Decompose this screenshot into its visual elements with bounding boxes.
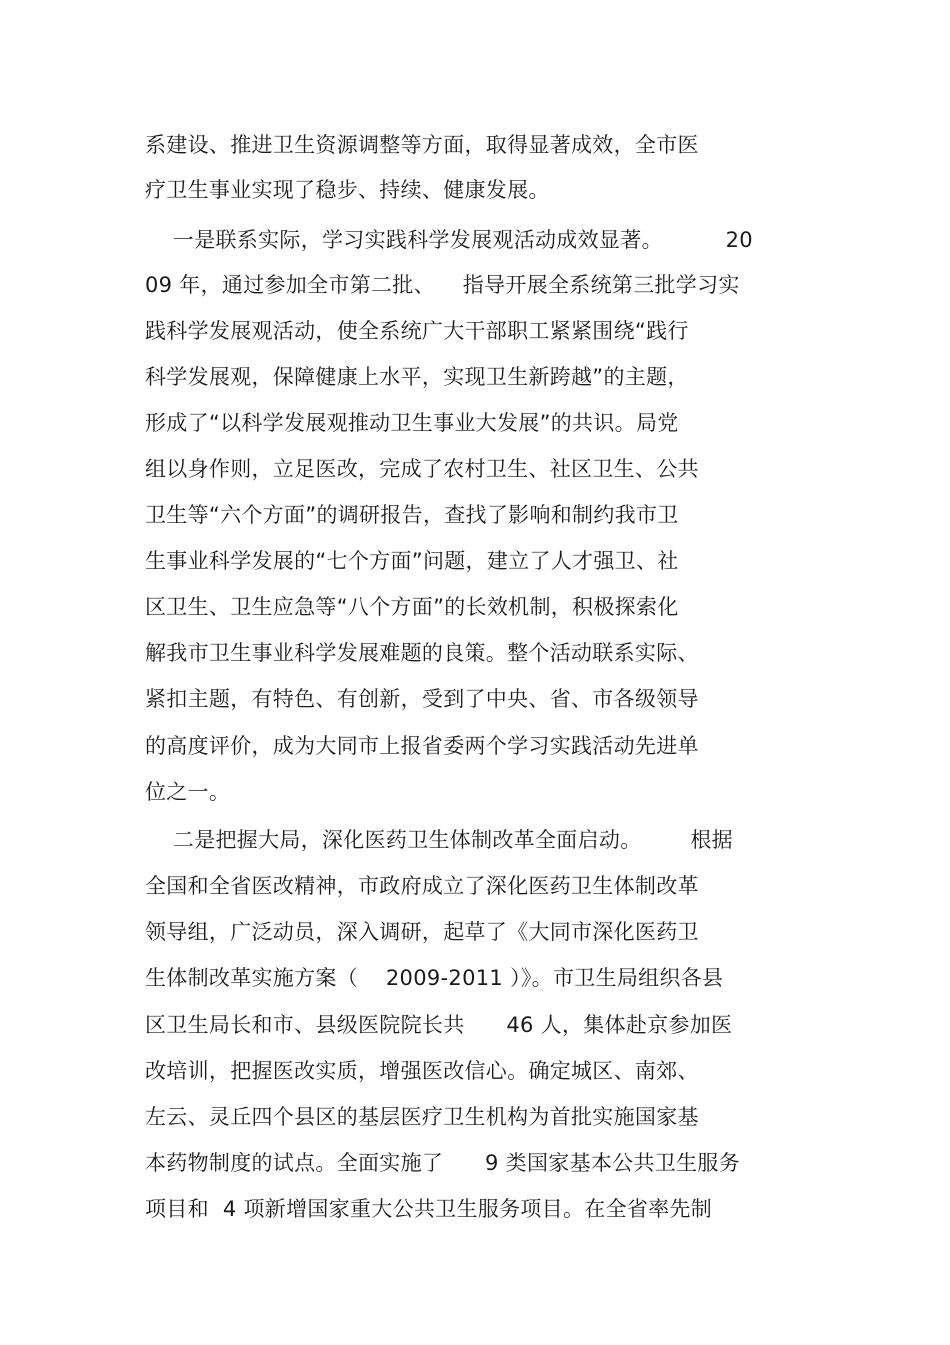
text-line: 组以身作则，立足医改，完成了农村卫生、社区卫生、公共 xyxy=(145,457,699,481)
text-line: 系建设、推进卫生资源调整等方面，取得显著成效，全市医 xyxy=(145,133,699,157)
text-line: 的高度评价，成为大同市上报省委两个学习实践活动先进单 xyxy=(145,734,699,758)
text-line: 卫生等“六个方面”的调研报告，查找了影响和制约我市卫 xyxy=(145,503,679,527)
text-line: 生事业科学发展的“七个方面”问题，建立了人才强卫、社 xyxy=(145,549,679,573)
text-line: 本药物制度的试点。全面实施了 9 类国家基本公共卫生服务 xyxy=(145,1151,740,1175)
text-line: 解我市卫生事业科学发展难题的良策。整个活动联系实际、 xyxy=(145,641,699,665)
text-line: 疗卫生事业实现了稳步、持续、健康发展。 xyxy=(145,178,550,202)
text-line: 位之一。 xyxy=(145,780,231,804)
text-line: 左云、灵丘四个县区的基层医疗卫生机构为首批实施国家基 xyxy=(145,1105,699,1129)
text-line: 践科学发展观活动，使全系统广大干部职工紧紧围绕“践行 xyxy=(145,319,689,343)
text-line: 形成了“以科学发展观推动卫生事业大发展”的共识。局党 xyxy=(145,411,679,435)
text-line: 一是联系实际，学习实践科学发展观活动成效显著。 20 xyxy=(145,228,753,252)
text-line: 全国和全省医改精神，市政府成立了深化医药卫生体制改革 xyxy=(145,874,699,898)
text-line: 二是把握大局，深化医药卫生体制改革全面启动。 根据 xyxy=(145,828,733,852)
text-line: 区卫生、卫生应急等“八个方面”的长效机制，积极探索化 xyxy=(145,595,679,619)
text-line: 生体制改革实施方案（ 2009-2011 ）》。市卫生局组织各县 xyxy=(145,966,724,990)
text-line: 科学发展观，保障健康上水平，实现卫生新跨越”的主题， xyxy=(145,365,689,389)
text-line: 改培训，把握医改实质，增强医改信心。确定城区、南郊、 xyxy=(145,1059,699,1083)
text-line: 领导组，广泛动员，深入调研，起草了《大同市深化医药卫 xyxy=(145,920,699,944)
text-line: 09 年，通过参加全市第二批、 指导开展全系统第三批学习实 xyxy=(145,273,740,297)
text-line: 区卫生局长和市、县级医院院长共 46 人，集体赴京参加医 xyxy=(145,1013,733,1037)
text-line: 项目和 4 项新增国家重大公共卫生服务项目。在全省率先制 xyxy=(145,1197,713,1221)
text-line: 紧扣主题，有特色、有创新，受到了中央、省、市各级领导 xyxy=(145,687,699,711)
